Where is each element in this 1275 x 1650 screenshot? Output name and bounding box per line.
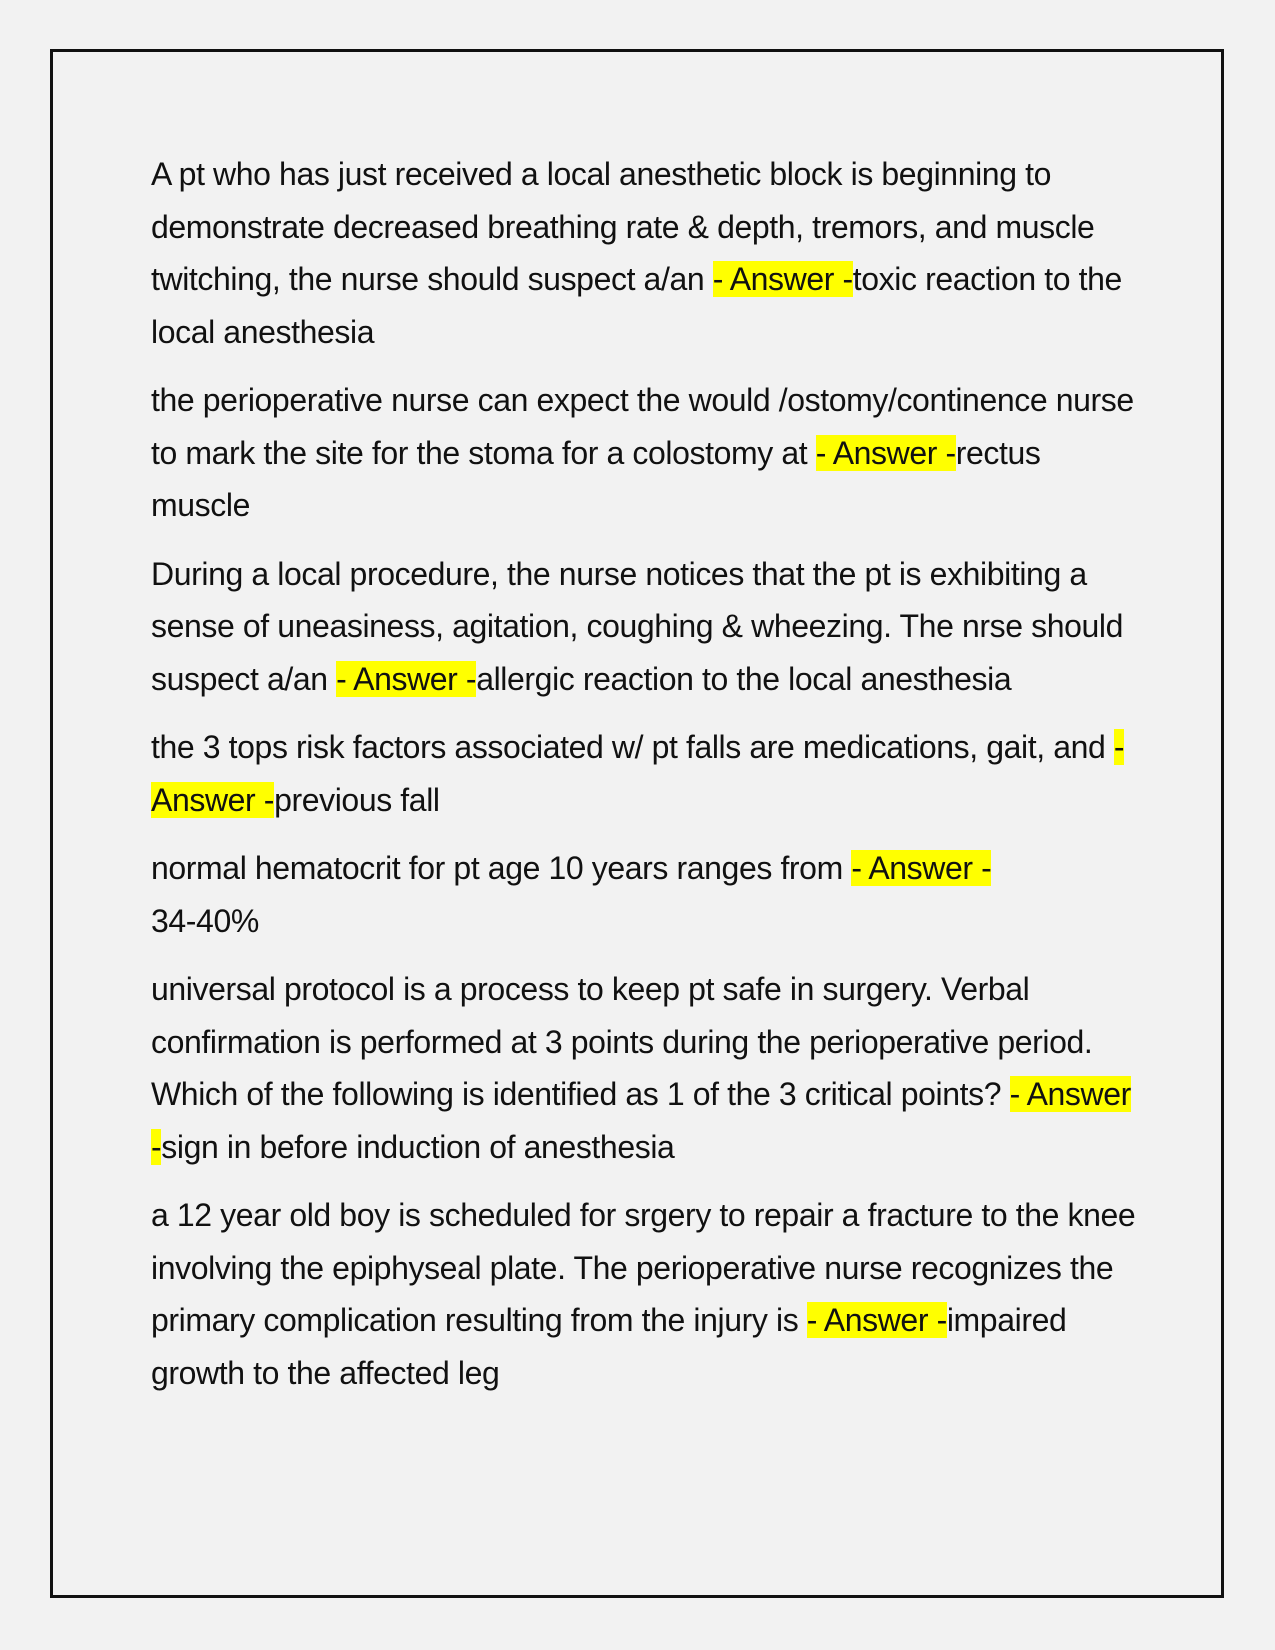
- answer-marker: - Answer -: [712, 261, 853, 297]
- qa-item-4: [151, 721, 1136, 826]
- flashcard-list: [151, 148, 1136, 1415]
- qa-item-2: [151, 374, 1136, 532]
- answer-text: impaired growth to the affected leg: [151, 1302, 1067, 1391]
- answer-text: sign in before induction of anesthesia: [161, 1128, 675, 1165]
- answer-marker: - Answer -: [336, 660, 477, 697]
- answer-text: 34-40%: [151, 902, 259, 939]
- answer-marker: - Answer -: [806, 1302, 947, 1338]
- question-text: a 12 year old boy is scheduled for srgery to repair a fracture to the knee involving the epiphyseal plate. The perioperative nurse recognizes the primary complication resulting from the injury is: [151, 1197, 1136, 1338]
- question-text: the perioperative nurse can expect the would /ostomy/continence nurse to mark the site for the stoma for a colostomy at: [151, 382, 1134, 471]
- question-text: the 3 tops risk factors associated w/ pt falls are medications, gait, and: [151, 729, 1114, 765]
- answer-text: toxic reaction to the local anesthesia: [151, 261, 1122, 350]
- question-text: universal protocol is a process to keep pt safe in surgery. Verbal confirmation is performed at 3 points during the perioperative period. Which of the following is identified as 1 of the 3 critical points?: [151, 971, 1093, 1112]
- answer-text: allergic reaction to the local anesthesia: [476, 660, 1012, 697]
- qa-item-6: [151, 963, 1136, 1173]
- answer-marker: - Answer -: [851, 850, 992, 886]
- question-text: A pt who has just received a local anesthetic block is beginning to demonstrate decreased breathing rate & depth, tremors, and muscle twitching, the nurse should suspect a/an: [151, 156, 1095, 297]
- qa-item-7: [151, 1189, 1136, 1399]
- answer-marker: - Answer -: [815, 434, 956, 471]
- answer-marker: - Answer -: [151, 729, 1125, 818]
- answer-text: previous fall: [274, 781, 440, 818]
- qa-item-3: [151, 548, 1136, 706]
- question-text: normal hematocrit for pt age 10 years ranges from: [151, 850, 852, 886]
- answer-text: rectus muscle: [151, 434, 1041, 523]
- question-text: During a local procedure, the nurse notices that the pt is exhibiting a sense of uneasiness, agitation, coughing & wheezing. The nrse should suspect a/an: [151, 555, 1123, 697]
- qa-item-5: [151, 842, 1136, 947]
- qa-item-1: [151, 148, 1136, 358]
- answer-marker: - Answer -: [151, 1076, 1131, 1165]
